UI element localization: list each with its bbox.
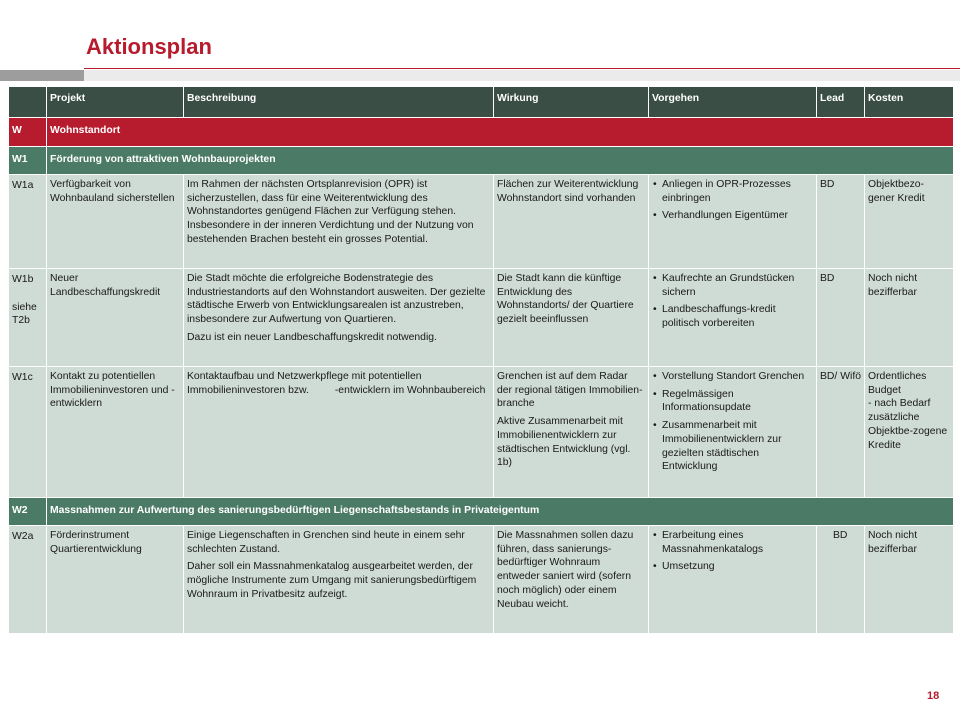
title-band-dark [0,70,84,81]
vorgehen-item: • Anliegen in OPR-Prozesses einbringen [652,178,813,205]
row-projekt: Neuer Landbeschaffungskredit [47,269,184,367]
row-lead: BD [817,526,865,634]
row-wirkung: Die Massnahmen sollen dazu führen, dass sanierungs-bedürftiger Wohnraum entweder saniert wird (sofern noch möglich) oder einem Neubau weicht. [494,526,649,634]
title-band-light [84,70,960,81]
header-cell-kosten: Kosten [865,87,954,118]
section-row-wohnstandort [9,118,954,147]
row-reference: siehe T2b [12,301,37,327]
row-beschreibung: Kontaktaufbau und Netzwerkpflege mit potentiellen Immobilieninvestoren bzw. -entwicklern im Wohnbaubereich [184,367,494,498]
row-kosten: Objektbezo-gener Kredit [865,175,954,269]
row-lead: BD [817,269,865,367]
row-lead: BD/ Wifö [817,367,865,498]
row-vorgehen [649,269,817,367]
header-cell-id [9,87,47,118]
subsection-row-w2 [9,498,954,526]
table-row-w1b [9,269,954,367]
subsection-id: W2 [9,498,47,526]
header-cell-lead: Lead [817,87,865,118]
row-kosten: Noch nicht bezifferbar [865,269,954,367]
section-label: Wohnstandort [47,118,954,147]
header-cell-projekt: Projekt [47,87,184,118]
row-id: W2a [9,526,47,634]
vorgehen-item: • Kaufrechte an Grundstücken sichern [652,272,813,299]
page-number: 18 [927,690,940,702]
row-id: W1b [12,274,34,285]
header-cell-beschreibung: Beschreibung [184,87,494,118]
page-title: Aktionsplan [86,34,212,59]
vorgehen-item: • Umsetzung [652,560,813,574]
row-projekt: Kontakt zu potentiellen Immobilieninvestoren und -entwicklern [47,367,184,498]
header-cell-wirkung: Wirkung [494,87,649,118]
beschreibung-paragraph: Einige Liegenschaften in Grenchen sind heute in einem sehr schlechten Zustand. [187,530,465,555]
wirkung-paragraph: Grenchen ist auf dem Radar der regional tätigen Immobilien-branche [497,371,643,410]
row-vorgehen [649,367,817,498]
action-plan-table [8,86,954,634]
header-cell-vorgehen: Vorgehen [649,87,817,118]
vorgehen-item: • Erarbeitung eines Massnahmenkatalogs [652,529,813,556]
row-id: W1c [9,367,47,498]
table-row-w1a [9,175,954,269]
row-kosten: Ordentliches Budget - nach Bedarf zusätzliche Objektbe-zogene Kredite [865,367,954,498]
beschreibung-paragraph: Daher soll ein Massnahmenkatalog ausgearbeitet werden, der mögliche Instrumente zum Umgang mit sanierungsbedürftigem Wohnraum in Privatbesitz aufzeigt. [187,561,477,600]
row-wirkung: Flächen zur Weiterentwicklung Wohnstandort sind vorhanden [494,175,649,269]
vorgehen-item: • Vorstellung Standort Grenchen [652,370,813,384]
vorgehen-item: • Regelmässigen Informationsupdate [652,388,813,415]
vorgehen-item: • Verhandlungen Eigentümer [652,209,813,223]
table-row-w2a [9,526,954,634]
title-rule [84,68,960,69]
row-wirkung [494,367,649,498]
subsection-label: Förderung von attraktiven Wohnbauprojekten [47,147,954,175]
row-beschreibung: Im Rahmen der nächsten Ortsplanrevision (OPR) ist sicherzustellen, dass für eine Weiterentwicklung des Wohnstandortes genügend Flächen zur Verfügung stehen. Insbesondere in der inneren Verdichtung und der Nutzung von bestehenden Brachen besteht ein grosses Potential. [184,175,494,269]
vorgehen-item: • Zusammenarbeit mit Immobilienentwicklern zur gezielten städtischen Entwicklung [652,419,813,474]
row-lead: BD [817,175,865,269]
table-row-w1c [9,367,954,498]
wirkung-paragraph: Aktive Zusammenarbeit mit Immobilienentwicklern zur städtischen Entwicklung (vgl. 1b) [497,416,631,469]
row-kosten: Noch nicht bezifferbar [865,526,954,634]
table-header-row [9,87,954,118]
row-projekt: Verfügbarkeit von Wohnbauland sicherstellen [47,175,184,269]
row-projekt: Förderinstrument Quartierentwicklung [47,526,184,634]
row-vorgehen [649,175,817,269]
row-id-cell [9,269,47,367]
beschreibung-paragraph: Dazu ist ein neuer Landbeschaffungskredit notwendig. [187,331,437,343]
subsection-id: W1 [9,147,47,175]
subsection-row-w1 [9,147,954,175]
beschreibung-paragraph: Die Stadt möchte die erfolgreiche Bodenstrategie des Industriestandorts auf den Wohnstandort ausweiten. Der gezielte städtische Erwerb von Entwicklungsarealen ist anzustreben, insbesondere zur Aufwertung von Quartieren. [187,273,486,326]
row-wirkung: Die Stadt kann die künftige Entwicklung des Wohnstandorts/ der Quartiere gezielt beeinflussen [494,269,649,367]
row-beschreibung [184,526,494,634]
row-beschreibung [184,269,494,367]
row-id: W1a [9,175,47,269]
vorgehen-item: • Landbeschaffungs-kredit politisch vorbereiten [652,303,813,330]
section-id: W [9,118,47,147]
subsection-label: Massnahmen zur Aufwertung des sanierungsbedürftigen Liegenschaftsbestands in Privateigentum [47,498,954,526]
row-vorgehen [649,526,817,634]
